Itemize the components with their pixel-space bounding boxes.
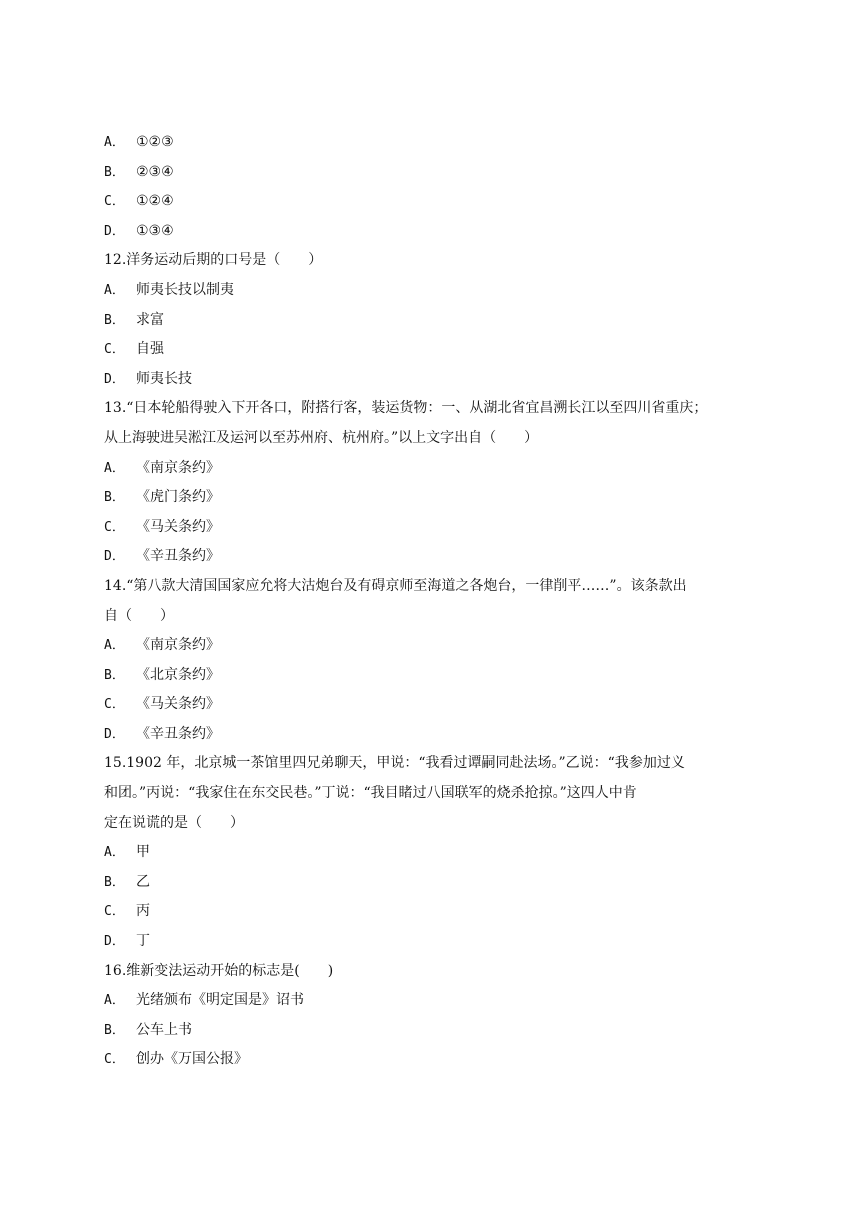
option-d xyxy=(104,217,764,247)
question-stem: 16.维新变法运动开始的标志是( ) xyxy=(104,962,334,979)
question-stem-line: 13.“日本轮船得驶入下开各口，附搭行客，装运货物：一、从湖北省宜昌溯长江以至四川省重庆； xyxy=(104,400,708,417)
question-stem-line: 定在说谎的是（ ） xyxy=(104,814,244,831)
option-text: ②③④ xyxy=(136,163,174,180)
question-13 xyxy=(104,394,764,572)
option-text: ①②③ xyxy=(136,134,174,150)
question-12 xyxy=(104,246,764,394)
option-letter: A． xyxy=(104,638,125,654)
option-text: 《虎门条约》 xyxy=(136,489,220,506)
question-stem-line: 15.1902 年，北京城一茶馆里四兄弟聊天，甲说：“我看过谭嗣同赴法场。”乙说：“我参加过义 xyxy=(104,755,685,772)
option-b xyxy=(104,306,764,336)
option-a xyxy=(104,276,764,306)
option-letter: B． xyxy=(104,490,125,506)
option-letter: C． xyxy=(104,697,125,713)
option-text: 创办《万国公报》 xyxy=(136,1051,248,1068)
option-d xyxy=(104,365,764,395)
option-text: ①③④ xyxy=(136,222,174,239)
option-letter: A． xyxy=(104,845,125,861)
option-a xyxy=(104,128,764,158)
option-letter: A． xyxy=(104,282,125,298)
option-d xyxy=(104,927,764,957)
option-b xyxy=(104,158,764,188)
question-11-options xyxy=(104,128,764,246)
question-16 xyxy=(104,957,764,1075)
question-list xyxy=(104,128,764,1075)
option-a xyxy=(104,986,764,1016)
option-b xyxy=(104,868,764,898)
option-letter: B． xyxy=(104,874,125,890)
option-a xyxy=(104,838,764,868)
question-15 xyxy=(104,749,764,956)
option-letter: A． xyxy=(104,460,125,476)
option-b xyxy=(104,661,764,691)
option-text: 光绪颁布《明定国是》诏书 xyxy=(136,992,304,1009)
option-letter: B． xyxy=(104,667,125,683)
option-c xyxy=(104,897,764,927)
option-text: 《辛丑条约》 xyxy=(136,725,220,742)
option-text: 《马关条约》 xyxy=(136,518,220,535)
option-letter: C． xyxy=(104,194,125,210)
option-letter: D． xyxy=(104,934,125,950)
option-text: 师夷长技以制夷 xyxy=(136,281,234,298)
option-letter: B． xyxy=(104,1022,125,1038)
question-stem-line: 自（ ） xyxy=(104,607,174,624)
option-text: 乙 xyxy=(136,873,150,890)
option-text: 《北京条约》 xyxy=(136,666,220,683)
question-14 xyxy=(104,572,764,750)
option-letter: A． xyxy=(104,993,125,1009)
option-c xyxy=(104,690,764,720)
question-stem-line: 从上海驶进吴淞江及运河以至苏州府、杭州府。”以上文字出自（ ） xyxy=(104,429,539,446)
option-letter: D． xyxy=(104,549,125,565)
option-letter: A． xyxy=(104,135,125,150)
option-c xyxy=(104,335,764,365)
option-text: 《辛丑条约》 xyxy=(136,548,220,565)
option-d xyxy=(104,720,764,750)
option-letter: B． xyxy=(104,164,125,180)
option-text: 自强 xyxy=(136,341,164,358)
option-a xyxy=(104,454,764,484)
option-d xyxy=(104,542,764,572)
option-c xyxy=(104,513,764,543)
option-b xyxy=(104,1016,764,1046)
question-stem: 12.洋务运动后期的口号是（ ） xyxy=(104,252,323,269)
option-letter: C． xyxy=(104,904,125,920)
question-stem-line: 和团。”丙说：“我家住在东交民巷。”丁说：“我目睹过八国联军的烧杀抢掠。”这四人中肯 xyxy=(104,785,637,802)
option-text: 求富 xyxy=(136,311,164,328)
option-text: 丙 xyxy=(136,903,150,920)
option-letter: D． xyxy=(104,726,125,742)
option-letter: D． xyxy=(104,371,125,387)
option-text: 师夷长技 xyxy=(136,370,192,387)
option-b xyxy=(104,483,764,513)
option-letter: D． xyxy=(104,223,125,239)
option-text: 甲 xyxy=(136,844,150,861)
option-letter: C． xyxy=(104,1052,125,1068)
option-letter: C． xyxy=(104,342,125,358)
option-a xyxy=(104,631,764,661)
option-text: 公车上书 xyxy=(136,1021,192,1038)
option-text: 《马关条约》 xyxy=(136,696,220,713)
option-text: 《南京条约》 xyxy=(136,637,220,654)
option-letter: C． xyxy=(104,519,125,535)
option-c xyxy=(104,1045,764,1075)
option-letter: B． xyxy=(104,312,125,328)
question-stem-line: 14.“第八款大清国国家应允将大沽炮台及有碍京师至海道之各炮台，一律削平……”。该条款出 xyxy=(104,577,687,594)
option-c xyxy=(104,187,764,217)
option-text: 丁 xyxy=(136,933,150,950)
option-text: ①②④ xyxy=(136,193,174,210)
option-text: 《南京条约》 xyxy=(136,459,220,476)
